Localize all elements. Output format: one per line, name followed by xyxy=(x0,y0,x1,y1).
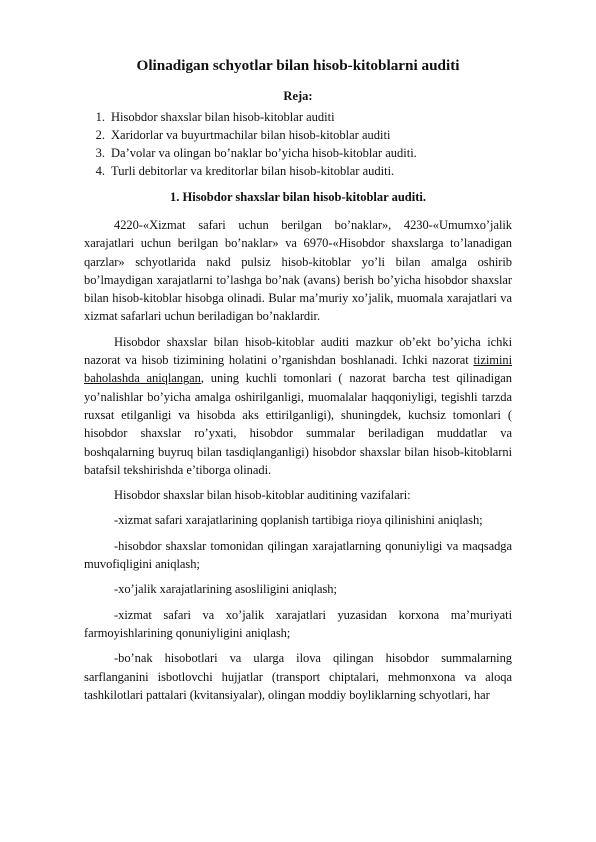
plan-item xyxy=(84,162,512,180)
task-item: -xizmat safari va xo’jalik xarajatlari yuzasidan korxona ma’muriyati farmoyishlarining qonuniyligini aniqlash; xyxy=(84,607,512,640)
section-heading: 1. Hisobdor shaxslar bilan hisob-kitoblar auditi. xyxy=(170,190,426,204)
paragraph-text: Hisobdor shaxslar bilan hisob-kitoblar auditi mazkur ob’ekt bo’yicha ichki nazorat va hisob tizimining holatini o’rganishdan boshlanadi. Ichki nazorat xyxy=(84,334,512,368)
document-page xyxy=(84,56,512,711)
task-item: -hisobdor shaxslar tomonidan qilingan xarajatlarning qonuniyligi va maqsadga muvofiqligini aniqlash; xyxy=(84,538,512,572)
paragraph: 4220-«Xizmat safari uchun berilgan bo’naklar», 4230-«Umumxo’jalik xarajatlari uchun berilgan bo’naklar» va 6970-«Hisobdor shaxslarga to’lanadigan qarzlar» schyotlarida nakd pulsiz hisob-kitoblar yo’li bilan amalga oshirib bo’lmaydigan xarajatlarni to’lashga bo’nak (avans) berish bo’yicha hisobdor shaxslar bilan hisob-kitoblar hisobga olinadi. Bular ma’muriy xo’jalik, muomala xarajatlari va xizmat safarlari uchun beriladigan bo’naklardir. xyxy=(84,218,512,324)
plan-item-number: 1. xyxy=(95,110,105,124)
paragraph: Hisobdor shaxslar bilan hisob-kitoblar auditining vazifalari: xyxy=(114,488,411,503)
plan-item-number: 4. xyxy=(95,164,105,178)
document-title: Olinadigan schyotlar bilan hisob-kitoblarni auditi xyxy=(136,57,460,74)
plan-item-number: 3. xyxy=(95,146,105,160)
plan-list xyxy=(84,108,512,180)
plan-item xyxy=(84,144,512,162)
plan-item xyxy=(84,108,512,126)
plan-item-text: Xaridorlar va buyurtmachilar bilan hisob-kitoblar auditi xyxy=(111,128,391,142)
paragraph-text: , uning kuchli tomonlari ( nazorat barcha test qilinadigan yo’nalishlar bo’yicha amalga oshirilganligi, muomalalar haqqoniyligi, tegishli tarzda ruxsat etilganligi va hisobda aks ettirilganligi), shuningdek, kuchsiz tomonlari ( hisobdor shaxslar ro’yxati, hisobdor summalar beriladigan muddatlar va boshqalarning buyruq bilan tasdiqlanganligi) hisobdor shaxslar bilan hisob-kitoblarni batafsil tekshirishda e’tiborga olinadi. xyxy=(84,371,513,477)
plan-item-text: Da’volar va olingan bo’naklar bo’yicha hisob-kitoblar auditi. xyxy=(111,146,417,160)
plan-item-number: 2. xyxy=(95,128,105,142)
task-item: -xo’jalik xarajatlarining asosliligini aniqlash; xyxy=(114,582,337,597)
plan-item-text: Hisobdor shaxslar bilan hisob-kitoblar auditi xyxy=(111,110,335,124)
underlined-link[interactable]: tizimini baholashda aniqlangan xyxy=(84,353,512,386)
plan-heading: Reja: xyxy=(283,89,313,103)
task-item: -bo’nak hisobotlari va ularga ilova qilingan hisobdor summalarning sarflanganini isbotlovchi hujjatlar (transport chiptalari, mehmonxona va aloqa tashkilotlari pattalari (kvitansiyalar), olingan moddiy boyliklarning schyotlari, har xyxy=(84,651,512,702)
task-item: -xizmat safari xarajatlarining qoplanish tartibiga rioya qilinishini aniqlash; xyxy=(114,513,483,528)
plan-item xyxy=(84,126,512,144)
paragraph xyxy=(84,333,512,479)
plan-item-text: Turli debitorlar va kreditorlar bilan hisob-kitoblar auditi. xyxy=(111,164,395,178)
